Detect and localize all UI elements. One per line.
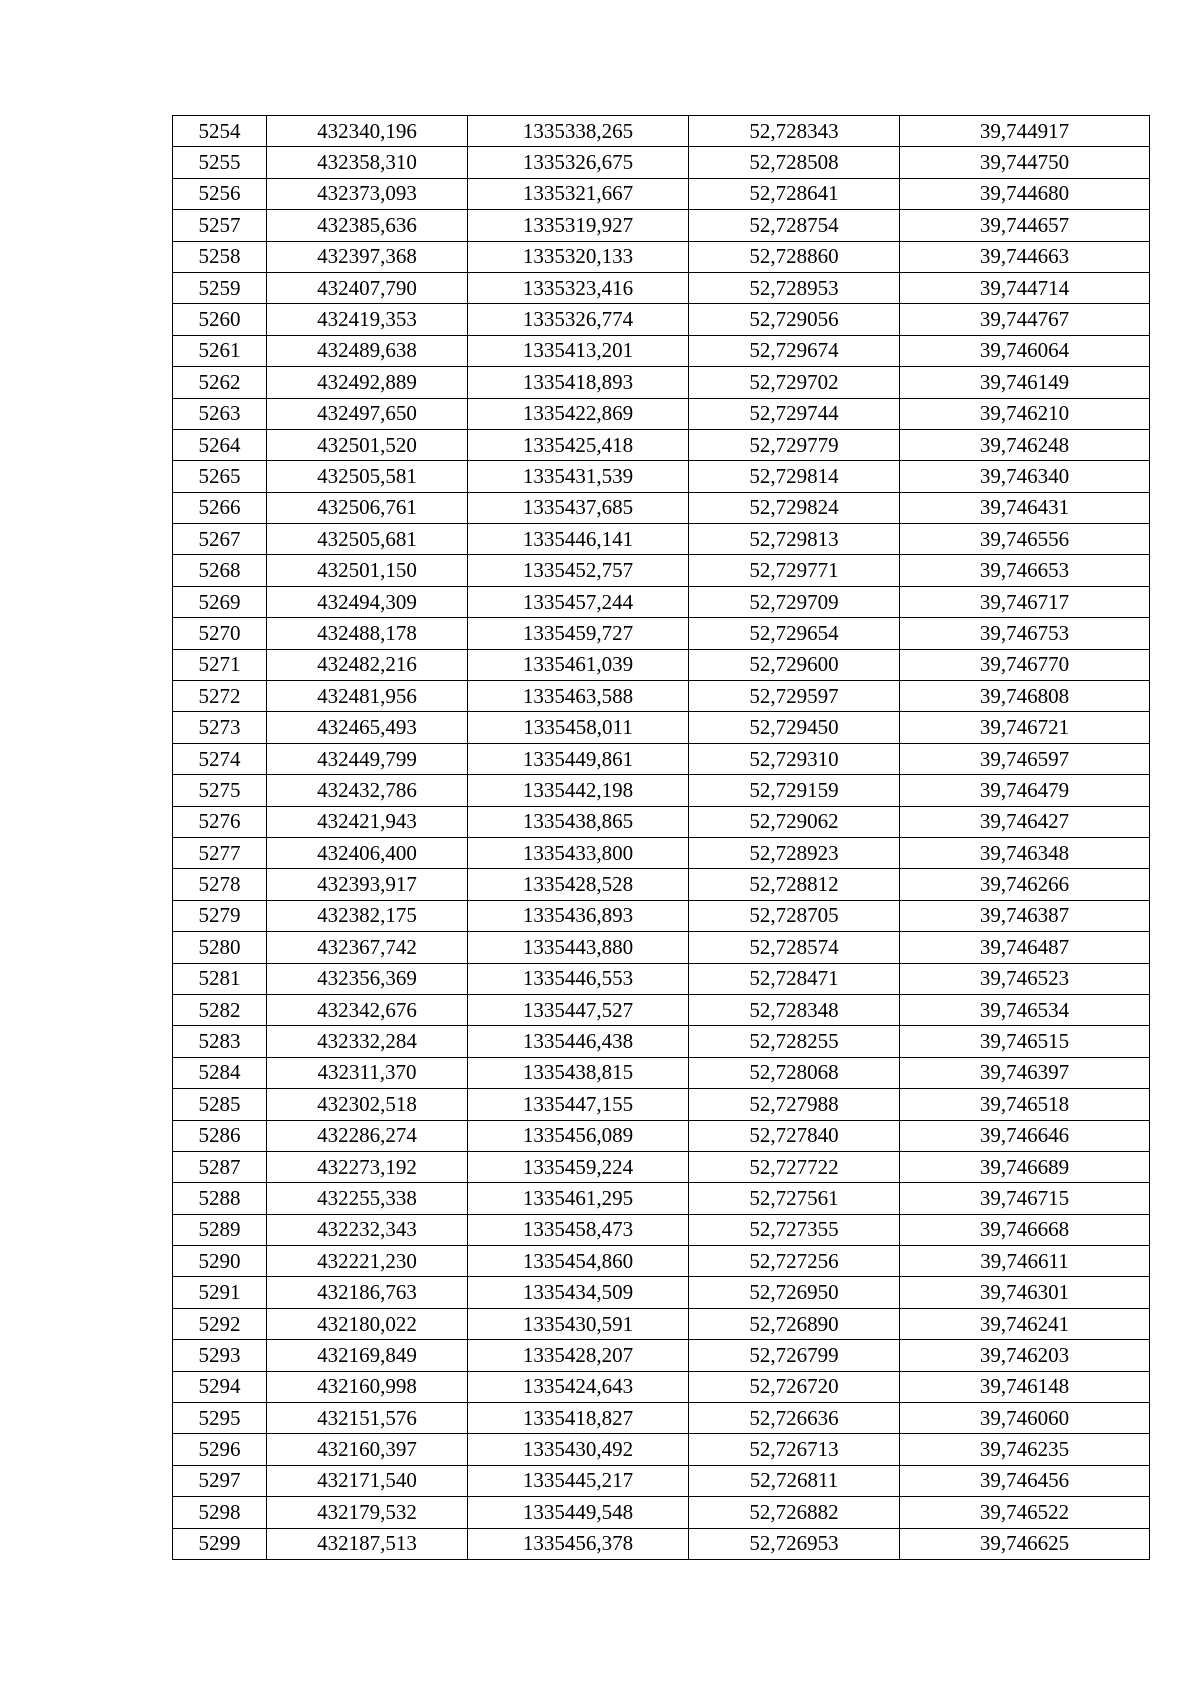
point-number-cell: 5261 — [173, 335, 267, 366]
table-row — [173, 1214, 1150, 1245]
latitude-cell: 52,729159 — [689, 775, 900, 806]
table-row — [173, 743, 1150, 774]
latitude-cell: 52,727722 — [689, 1151, 900, 1182]
latitude-cell: 52,729814 — [689, 461, 900, 492]
latitude-cell: 52,729744 — [689, 398, 900, 429]
table-row — [173, 963, 1150, 994]
x-coordinate-cell: 432482,216 — [267, 649, 468, 680]
x-coordinate-cell: 432488,178 — [267, 618, 468, 649]
x-coordinate-cell: 432492,889 — [267, 367, 468, 398]
point-number-cell: 5257 — [173, 210, 267, 241]
longitude-cell: 39,746721 — [900, 712, 1150, 743]
latitude-cell: 52,728471 — [689, 963, 900, 994]
x-coordinate-cell: 432501,150 — [267, 555, 468, 586]
y-coordinate-cell: 1335437,685 — [468, 492, 689, 523]
table-row — [173, 712, 1150, 743]
y-coordinate-cell: 1335323,416 — [468, 272, 689, 303]
latitude-cell: 52,728641 — [689, 178, 900, 209]
point-number-cell: 5293 — [173, 1340, 267, 1371]
longitude-cell: 39,746266 — [900, 869, 1150, 900]
y-coordinate-cell: 1335458,011 — [468, 712, 689, 743]
x-coordinate-cell: 432160,998 — [267, 1371, 468, 1402]
latitude-cell: 52,726882 — [689, 1497, 900, 1528]
y-coordinate-cell: 1335446,553 — [468, 963, 689, 994]
y-coordinate-cell: 1335430,591 — [468, 1308, 689, 1339]
y-coordinate-cell: 1335320,133 — [468, 241, 689, 272]
x-coordinate-cell: 432432,786 — [267, 775, 468, 806]
x-coordinate-cell: 432385,636 — [267, 210, 468, 241]
longitude-cell: 39,746241 — [900, 1308, 1150, 1339]
table-row — [173, 900, 1150, 931]
point-number-cell: 5294 — [173, 1371, 267, 1402]
point-number-cell: 5287 — [173, 1151, 267, 1182]
longitude-cell: 39,746387 — [900, 900, 1150, 931]
table-row — [173, 178, 1150, 209]
table-row — [173, 1528, 1150, 1559]
table-row — [173, 492, 1150, 523]
longitude-cell: 39,746653 — [900, 555, 1150, 586]
y-coordinate-cell: 1335463,588 — [468, 681, 689, 712]
point-number-cell: 5260 — [173, 304, 267, 335]
latitude-cell: 52,728754 — [689, 210, 900, 241]
point-number-cell: 5268 — [173, 555, 267, 586]
point-number-cell: 5286 — [173, 1120, 267, 1151]
latitude-cell: 52,729597 — [689, 681, 900, 712]
latitude-cell: 52,726811 — [689, 1465, 900, 1496]
latitude-cell: 52,729824 — [689, 492, 900, 523]
point-number-cell: 5290 — [173, 1246, 267, 1277]
table-row — [173, 837, 1150, 868]
x-coordinate-cell: 432151,576 — [267, 1403, 468, 1434]
x-coordinate-cell: 432186,763 — [267, 1277, 468, 1308]
longitude-cell: 39,746340 — [900, 461, 1150, 492]
table-row — [173, 1277, 1150, 1308]
longitude-cell: 39,746348 — [900, 837, 1150, 868]
table-row — [173, 1308, 1150, 1339]
x-coordinate-cell: 432497,650 — [267, 398, 468, 429]
table-row — [173, 1026, 1150, 1057]
longitude-cell: 39,746456 — [900, 1465, 1150, 1496]
point-number-cell: 5285 — [173, 1089, 267, 1120]
latitude-cell: 52,729702 — [689, 367, 900, 398]
latitude-cell: 52,728343 — [689, 116, 900, 147]
longitude-cell: 39,746235 — [900, 1434, 1150, 1465]
point-number-cell: 5267 — [173, 524, 267, 555]
y-coordinate-cell: 1335446,141 — [468, 524, 689, 555]
x-coordinate-cell: 432382,175 — [267, 900, 468, 931]
y-coordinate-cell: 1335326,675 — [468, 147, 689, 178]
table-row — [173, 1120, 1150, 1151]
point-number-cell: 5263 — [173, 398, 267, 429]
y-coordinate-cell: 1335461,295 — [468, 1183, 689, 1214]
latitude-cell: 52,726953 — [689, 1528, 900, 1559]
latitude-cell: 52,729062 — [689, 806, 900, 837]
longitude-cell: 39,744917 — [900, 116, 1150, 147]
y-coordinate-cell: 1335326,774 — [468, 304, 689, 335]
point-number-cell: 5266 — [173, 492, 267, 523]
point-number-cell: 5295 — [173, 1403, 267, 1434]
longitude-cell: 39,744663 — [900, 241, 1150, 272]
table-row — [173, 681, 1150, 712]
x-coordinate-cell: 432419,353 — [267, 304, 468, 335]
latitude-cell: 52,729310 — [689, 743, 900, 774]
point-number-cell: 5277 — [173, 837, 267, 868]
x-coordinate-cell: 432465,493 — [267, 712, 468, 743]
point-number-cell: 5274 — [173, 743, 267, 774]
x-coordinate-cell: 432342,676 — [267, 994, 468, 1025]
x-coordinate-cell: 432494,309 — [267, 586, 468, 617]
point-number-cell: 5278 — [173, 869, 267, 900]
longitude-cell: 39,746523 — [900, 963, 1150, 994]
table-row — [173, 1340, 1150, 1371]
x-coordinate-cell: 432506,761 — [267, 492, 468, 523]
point-number-cell: 5279 — [173, 900, 267, 931]
y-coordinate-cell: 1335428,528 — [468, 869, 689, 900]
x-coordinate-cell: 432169,849 — [267, 1340, 468, 1371]
latitude-cell: 52,728705 — [689, 900, 900, 931]
point-number-cell: 5289 — [173, 1214, 267, 1245]
table-row — [173, 524, 1150, 555]
point-number-cell: 5256 — [173, 178, 267, 209]
table-row — [173, 618, 1150, 649]
latitude-cell: 52,727840 — [689, 1120, 900, 1151]
latitude-cell: 52,728923 — [689, 837, 900, 868]
longitude-cell: 39,746301 — [900, 1277, 1150, 1308]
x-coordinate-cell: 432393,917 — [267, 869, 468, 900]
y-coordinate-cell: 1335438,815 — [468, 1057, 689, 1088]
y-coordinate-cell: 1335438,865 — [468, 806, 689, 837]
longitude-cell: 39,746717 — [900, 586, 1150, 617]
x-coordinate-cell: 432302,518 — [267, 1089, 468, 1120]
latitude-cell: 52,728255 — [689, 1026, 900, 1057]
longitude-cell: 39,744714 — [900, 272, 1150, 303]
y-coordinate-cell: 1335454,860 — [468, 1246, 689, 1277]
point-number-cell: 5298 — [173, 1497, 267, 1528]
point-number-cell: 5271 — [173, 649, 267, 680]
point-number-cell: 5284 — [173, 1057, 267, 1088]
longitude-cell: 39,746597 — [900, 743, 1150, 774]
longitude-cell: 39,746431 — [900, 492, 1150, 523]
longitude-cell: 39,746715 — [900, 1183, 1150, 1214]
point-number-cell: 5282 — [173, 994, 267, 1025]
x-coordinate-cell: 432397,368 — [267, 241, 468, 272]
y-coordinate-cell: 1335436,893 — [468, 900, 689, 931]
latitude-cell: 52,728508 — [689, 147, 900, 178]
longitude-cell: 39,746479 — [900, 775, 1150, 806]
latitude-cell: 52,728574 — [689, 932, 900, 963]
table-row — [173, 272, 1150, 303]
latitude-cell: 52,727988 — [689, 1089, 900, 1120]
x-coordinate-cell: 432356,369 — [267, 963, 468, 994]
y-coordinate-cell: 1335461,039 — [468, 649, 689, 680]
coordinates-table — [172, 115, 1150, 1560]
y-coordinate-cell: 1335446,438 — [468, 1026, 689, 1057]
y-coordinate-cell: 1335428,207 — [468, 1340, 689, 1371]
point-number-cell: 5291 — [173, 1277, 267, 1308]
point-number-cell: 5273 — [173, 712, 267, 743]
point-number-cell: 5265 — [173, 461, 267, 492]
y-coordinate-cell: 1335418,827 — [468, 1403, 689, 1434]
point-number-cell: 5255 — [173, 147, 267, 178]
y-coordinate-cell: 1335447,155 — [468, 1089, 689, 1120]
point-number-cell: 5254 — [173, 116, 267, 147]
x-coordinate-cell: 432505,681 — [267, 524, 468, 555]
x-coordinate-cell: 432187,513 — [267, 1528, 468, 1559]
latitude-cell: 52,729600 — [689, 649, 900, 680]
latitude-cell: 52,729709 — [689, 586, 900, 617]
y-coordinate-cell: 1335459,224 — [468, 1151, 689, 1182]
y-coordinate-cell: 1335458,473 — [468, 1214, 689, 1245]
x-coordinate-cell: 432179,532 — [267, 1497, 468, 1528]
longitude-cell: 39,746487 — [900, 932, 1150, 963]
point-number-cell: 5281 — [173, 963, 267, 994]
longitude-cell: 39,744767 — [900, 304, 1150, 335]
x-coordinate-cell: 432421,943 — [267, 806, 468, 837]
point-number-cell: 5269 — [173, 586, 267, 617]
y-coordinate-cell: 1335338,265 — [468, 116, 689, 147]
y-coordinate-cell: 1335319,927 — [468, 210, 689, 241]
x-coordinate-cell: 432286,274 — [267, 1120, 468, 1151]
longitude-cell: 39,746625 — [900, 1528, 1150, 1559]
longitude-cell: 39,746611 — [900, 1246, 1150, 1277]
latitude-cell: 52,728348 — [689, 994, 900, 1025]
latitude-cell: 52,726890 — [689, 1308, 900, 1339]
y-coordinate-cell: 1335443,880 — [468, 932, 689, 963]
longitude-cell: 39,746060 — [900, 1403, 1150, 1434]
longitude-cell: 39,746808 — [900, 681, 1150, 712]
table-row — [173, 304, 1150, 335]
table-row — [173, 1403, 1150, 1434]
longitude-cell: 39,746646 — [900, 1120, 1150, 1151]
x-coordinate-cell: 432407,790 — [267, 272, 468, 303]
point-number-cell: 5280 — [173, 932, 267, 963]
y-coordinate-cell: 1335431,539 — [468, 461, 689, 492]
table-row — [173, 1057, 1150, 1088]
y-coordinate-cell: 1335445,217 — [468, 1465, 689, 1496]
table-row — [173, 1434, 1150, 1465]
latitude-cell: 52,729779 — [689, 429, 900, 460]
table-row — [173, 1497, 1150, 1528]
longitude-cell: 39,746770 — [900, 649, 1150, 680]
latitude-cell: 52,726799 — [689, 1340, 900, 1371]
y-coordinate-cell: 1335422,869 — [468, 398, 689, 429]
latitude-cell: 52,729450 — [689, 712, 900, 743]
longitude-cell: 39,746689 — [900, 1151, 1150, 1182]
table-row — [173, 461, 1150, 492]
x-coordinate-cell: 432311,370 — [267, 1057, 468, 1088]
x-coordinate-cell: 432255,338 — [267, 1183, 468, 1214]
table-row — [173, 1151, 1150, 1182]
longitude-cell: 39,746210 — [900, 398, 1150, 429]
x-coordinate-cell: 432449,799 — [267, 743, 468, 774]
latitude-cell: 52,727256 — [689, 1246, 900, 1277]
point-number-cell: 5276 — [173, 806, 267, 837]
x-coordinate-cell: 432481,956 — [267, 681, 468, 712]
latitude-cell: 52,727355 — [689, 1214, 900, 1245]
table-row — [173, 555, 1150, 586]
latitude-cell: 52,728860 — [689, 241, 900, 272]
x-coordinate-cell: 432273,192 — [267, 1151, 468, 1182]
table-row — [173, 1183, 1150, 1214]
longitude-cell: 39,746248 — [900, 429, 1150, 460]
y-coordinate-cell: 1335413,201 — [468, 335, 689, 366]
table-row — [173, 147, 1150, 178]
y-coordinate-cell: 1335452,757 — [468, 555, 689, 586]
x-coordinate-cell: 432358,310 — [267, 147, 468, 178]
latitude-cell: 52,728068 — [689, 1057, 900, 1088]
longitude-cell: 39,744657 — [900, 210, 1150, 241]
point-number-cell: 5275 — [173, 775, 267, 806]
table-row — [173, 429, 1150, 460]
longitude-cell: 39,746149 — [900, 367, 1150, 398]
longitude-cell: 39,746515 — [900, 1026, 1150, 1057]
point-number-cell: 5264 — [173, 429, 267, 460]
point-number-cell: 5272 — [173, 681, 267, 712]
y-coordinate-cell: 1335456,089 — [468, 1120, 689, 1151]
longitude-cell: 39,744680 — [900, 178, 1150, 209]
x-coordinate-cell: 432232,343 — [267, 1214, 468, 1245]
y-coordinate-cell: 1335418,893 — [468, 367, 689, 398]
latitude-cell: 52,728953 — [689, 272, 900, 303]
x-coordinate-cell: 432332,284 — [267, 1026, 468, 1057]
latitude-cell: 52,727561 — [689, 1183, 900, 1214]
latitude-cell: 52,729056 — [689, 304, 900, 335]
point-number-cell: 5258 — [173, 241, 267, 272]
longitude-cell: 39,746427 — [900, 806, 1150, 837]
point-number-cell: 5259 — [173, 272, 267, 303]
longitude-cell: 39,746668 — [900, 1214, 1150, 1245]
y-coordinate-cell: 1335442,198 — [468, 775, 689, 806]
x-coordinate-cell: 432180,022 — [267, 1308, 468, 1339]
table-row — [173, 994, 1150, 1025]
longitude-cell: 39,746534 — [900, 994, 1150, 1025]
point-number-cell: 5296 — [173, 1434, 267, 1465]
point-number-cell: 5270 — [173, 618, 267, 649]
table-row — [173, 398, 1150, 429]
x-coordinate-cell: 432221,230 — [267, 1246, 468, 1277]
latitude-cell: 52,728812 — [689, 869, 900, 900]
table-row — [173, 806, 1150, 837]
point-number-cell: 5297 — [173, 1465, 267, 1496]
longitude-cell: 39,744750 — [900, 147, 1150, 178]
longitude-cell: 39,746203 — [900, 1340, 1150, 1371]
y-coordinate-cell: 1335424,643 — [468, 1371, 689, 1402]
x-coordinate-cell: 432406,400 — [267, 837, 468, 868]
longitude-cell: 39,746148 — [900, 1371, 1150, 1402]
x-coordinate-cell: 432501,520 — [267, 429, 468, 460]
y-coordinate-cell: 1335457,244 — [468, 586, 689, 617]
x-coordinate-cell: 432489,638 — [267, 335, 468, 366]
x-coordinate-cell: 432340,196 — [267, 116, 468, 147]
y-coordinate-cell: 1335434,509 — [468, 1277, 689, 1308]
y-coordinate-cell: 1335425,418 — [468, 429, 689, 460]
coordinates-table-body — [173, 116, 1150, 1560]
point-number-cell: 5283 — [173, 1026, 267, 1057]
y-coordinate-cell: 1335321,667 — [468, 178, 689, 209]
longitude-cell: 39,746753 — [900, 618, 1150, 649]
y-coordinate-cell: 1335433,800 — [468, 837, 689, 868]
table-row — [173, 210, 1150, 241]
y-coordinate-cell: 1335449,861 — [468, 743, 689, 774]
latitude-cell: 52,729771 — [689, 555, 900, 586]
longitude-cell: 39,746397 — [900, 1057, 1150, 1088]
latitude-cell: 52,729813 — [689, 524, 900, 555]
x-coordinate-cell: 432171,540 — [267, 1465, 468, 1496]
longitude-cell: 39,746522 — [900, 1497, 1150, 1528]
table-row — [173, 1371, 1150, 1402]
point-number-cell: 5262 — [173, 367, 267, 398]
table-row — [173, 1246, 1150, 1277]
latitude-cell: 52,729674 — [689, 335, 900, 366]
point-number-cell: 5299 — [173, 1528, 267, 1559]
table-row — [173, 869, 1150, 900]
latitude-cell: 52,726720 — [689, 1371, 900, 1402]
longitude-cell: 39,746064 — [900, 335, 1150, 366]
y-coordinate-cell: 1335449,548 — [468, 1497, 689, 1528]
table-row — [173, 586, 1150, 617]
table-row — [173, 649, 1150, 680]
y-coordinate-cell: 1335459,727 — [468, 618, 689, 649]
x-coordinate-cell: 432505,581 — [267, 461, 468, 492]
y-coordinate-cell: 1335430,492 — [468, 1434, 689, 1465]
point-number-cell: 5288 — [173, 1183, 267, 1214]
point-number-cell: 5292 — [173, 1308, 267, 1339]
table-row — [173, 932, 1150, 963]
latitude-cell: 52,729654 — [689, 618, 900, 649]
y-coordinate-cell: 1335447,527 — [468, 994, 689, 1025]
longitude-cell: 39,746556 — [900, 524, 1150, 555]
table-row — [173, 335, 1150, 366]
table-row — [173, 116, 1150, 147]
longitude-cell: 39,746518 — [900, 1089, 1150, 1120]
table-row — [173, 1089, 1150, 1120]
table-row — [173, 1465, 1150, 1496]
x-coordinate-cell: 432373,093 — [267, 178, 468, 209]
table-row — [173, 241, 1150, 272]
latitude-cell: 52,726950 — [689, 1277, 900, 1308]
latitude-cell: 52,726713 — [689, 1434, 900, 1465]
y-coordinate-cell: 1335456,378 — [468, 1528, 689, 1559]
table-row — [173, 367, 1150, 398]
x-coordinate-cell: 432367,742 — [267, 932, 468, 963]
latitude-cell: 52,726636 — [689, 1403, 900, 1434]
x-coordinate-cell: 432160,397 — [267, 1434, 468, 1465]
table-row — [173, 775, 1150, 806]
